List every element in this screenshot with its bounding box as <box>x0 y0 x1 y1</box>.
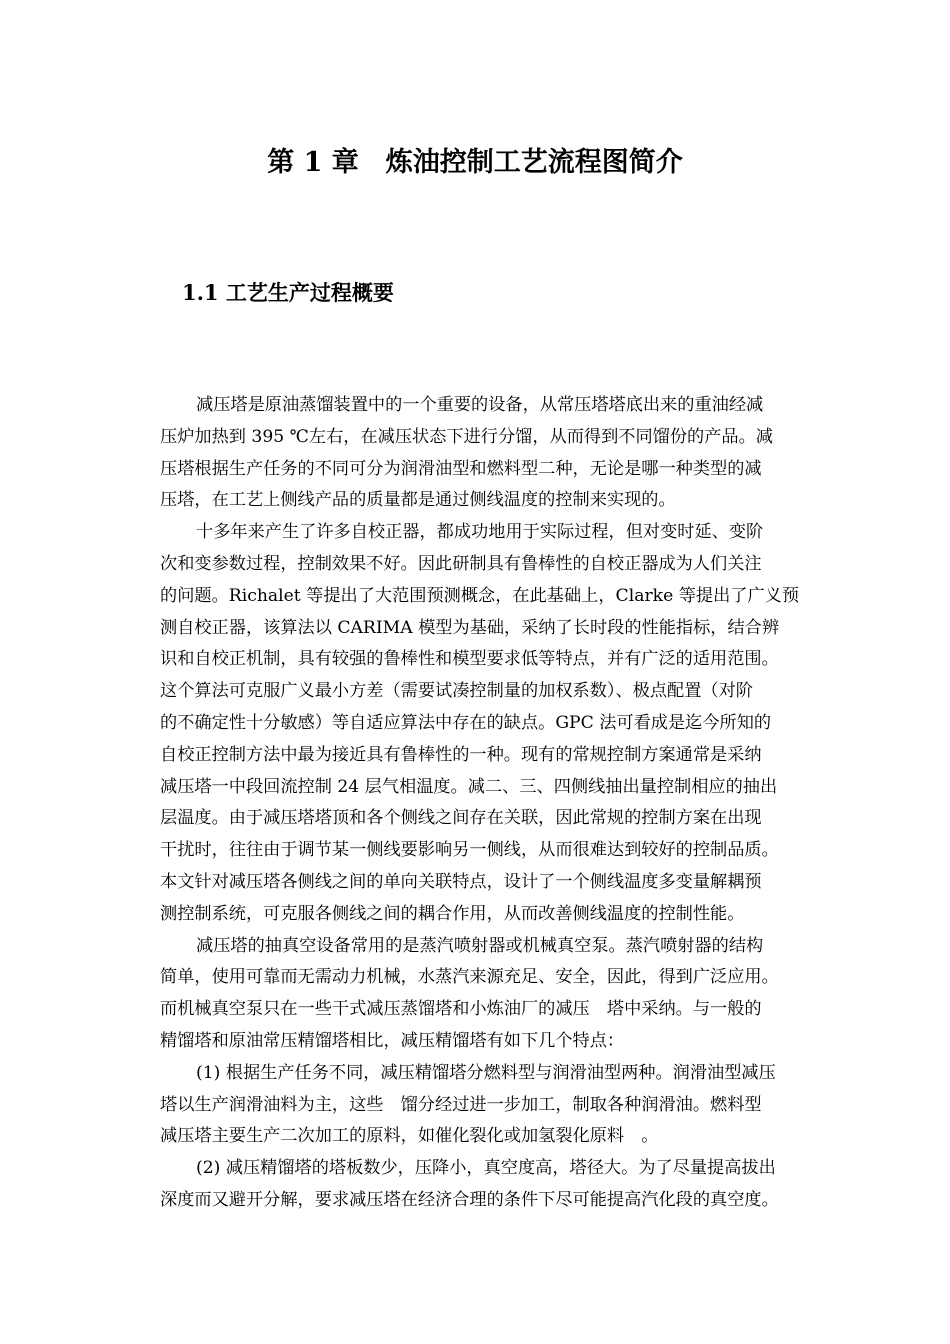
paragraph-3-line: 精馏塔和原油常压精馏塔相比，减压精馏塔有如下几个特点： <box>160 1030 625 1051</box>
paragraph-2-line: 测控制系统，可克服各侧线之间的耦合作用，从而改善侧线温度的控制性能。 <box>160 903 745 924</box>
paragraph-2-line: 干扰时，往往由于调节某一侧线要影响另一侧线，从而很难达到较好的控制品质。 <box>160 840 779 861</box>
paragraph-2-line: 的问题。Richalet 等提出了大范围预测概念，在此基础上，Clarke 等提出了广义预 <box>160 585 800 606</box>
paragraph-2-line: 这个算法可克服广义最小方差（需要试凑控制量的加权系数）、极点配置（对阶 <box>160 681 753 702</box>
paragraph-2-line: 的不确定性十分敏感）等自适应算法中存在的缺点。GPC 法可看成是迄今所知的 <box>160 712 772 733</box>
paragraph-2-line: 自校正控制方法中最为接近具有鲁棒性的一种。现有的常规控制方案通常是采纳 <box>160 744 762 765</box>
paragraph-5-line: (2) 减压精馏塔的塔板数少，压降小，真空度高，塔径大。为了尽量提高拔出 <box>196 1158 776 1179</box>
paragraph-4-line: 减压塔主要生产二次加工的原料，如催化裂化或加氢裂化原料 。 <box>160 1126 659 1147</box>
paragraph-2-line: 减压塔一中段回流控制 24 层气相温度。减二、三、四侧线抽出量控制相应的抽出 <box>160 776 778 797</box>
paragraph-5-line: 深度而又避开分解，要求减压塔在经济合理的条件下尽可能提高汽化段的真空度。 <box>160 1189 779 1210</box>
paragraph-3-line: 而机械真空泵只在一些干式减压蒸馏塔和小炼油厂的减压 塔中采纳。与一般的 <box>160 999 762 1020</box>
paragraph-1-line: 压塔根据生产任务的不同可分为润滑油型和燃料型二种，无论是哪一种类型的减 <box>160 458 762 479</box>
paragraph-2-line: 十多年来产生了许多自校正器，都成功地用于实际过程，但对变时延、变阶 <box>196 522 764 543</box>
chapter-title: 第 1 章 炼油控制工艺流程图简介 <box>267 147 683 178</box>
paragraph-1-line: 减压塔是原油蒸馏装置中的一个重要的设备，从常压塔塔底出来的重油经减 <box>196 395 764 415</box>
paragraph-3-line: 简单，使用可靠而无需动力机械，水蒸汽来源充足、安全，因此，得到广泛应用。 <box>160 967 779 988</box>
body-text <box>160 390 840 1217</box>
paragraph-2-line: 层温度。由于减压塔塔顶和各个侧线之间存在关联，因此常规的控制方案在出现 <box>160 808 762 829</box>
paragraph-3-line: 减压塔的抽真空设备常用的是蒸汽喷射器或机械真空泵。蒸汽喷射器的结构 <box>196 935 764 956</box>
paragraph-4-line: (1) 根据生产任务不同，减压精馏塔分燃料型与润滑油型两种。润滑油型减压 <box>196 1062 776 1083</box>
paragraph-2-line: 测自校正器，该算法以 CARIMA 模型为基础，采纳了长时段的性能指标，结合辨 <box>160 617 780 638</box>
section-heading: 1.1 工艺生产过程概要 <box>182 280 394 305</box>
paragraph-1-line: 压塔，在工艺上侧线产品的质量都是通过侧线温度的控制来实现的。 <box>160 490 676 511</box>
paragraph-1-line: 压炉加热到 395 ℃左右，在减压状态下进行分馏，从而得到不同馏份的产品。减 <box>160 426 773 447</box>
paragraph-2-line: 次和变参数过程，控制效果不好。因此研制具有鲁棒性的自校正器成为人们关注 <box>160 553 762 574</box>
paragraph-2-line: 识和自校正机制，具有较强的鲁棒性和模型要求低等特点，并有广泛的适用范围。 <box>160 649 779 670</box>
paragraph-4-line: 塔以生产润滑油料为主，这些 馏分经过进一步加工，制取各种润滑油。燃料型 <box>160 1094 762 1115</box>
paragraph-2-line: 本文针对减压塔各侧线之间的单向关联特点，设计了一个侧线温度多变量解耦预 <box>160 871 762 892</box>
